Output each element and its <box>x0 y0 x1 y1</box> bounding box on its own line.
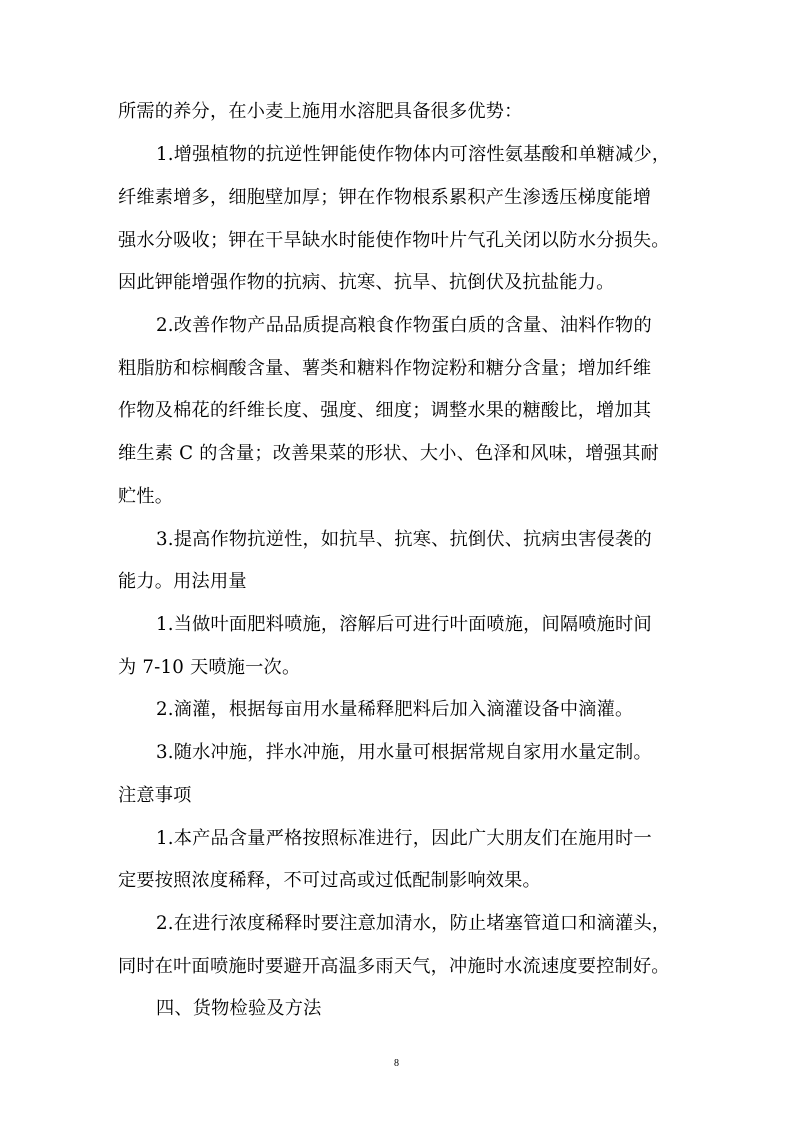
text-line-12: 能力。用法用量 <box>118 571 247 592</box>
text-line-11: 3.提高作物抗逆性，如抗旱、抗寒、抗倒伏、抗病虫害侵袭的 <box>156 529 652 550</box>
text-line-19: 定要按照浓度稀释，不可过高或过低配制影响效果。 <box>118 870 541 891</box>
text-line-18: 1.本产品含量严格按照标准进行，因此广大朋友们在施用时一 <box>156 828 652 849</box>
text-line-6: 2.改善作物产品品质提高粮食作物蛋白质的含量、油料作物的 <box>156 315 652 336</box>
page-number: 8 <box>394 1058 399 1069</box>
text-line-7: 粗脂肪和棕榈酸含量、薯类和糖料作物淀粉和糖分含量；增加纤维 <box>118 358 652 379</box>
text-line-16: 3.随水冲施，拌水冲施，用水量可根据常规自家用水量定制。 <box>156 742 652 763</box>
text-line-3: 纤维素增多，细胞壁加厚；钾在作物根系累积产生渗透压梯度能增 <box>118 187 652 208</box>
text-line-13: 1.当做叶面肥料喷施，溶解后可进行叶面喷施，间隔喷施时间 <box>156 614 652 635</box>
text-line-20: 2.在进行浓度稀释时要注意加清水，防止堵塞管道口和滴灌头， <box>156 913 671 934</box>
text-line-2: 1.增强植物的抗逆性钾能使作物体内可溶性氨基酸和单糖减少， <box>156 144 671 165</box>
section-heading-notes: 注意事项 <box>118 785 192 806</box>
text-line-4: 强水分吸收；钾在干旱缺水时能使作物叶片气孔关闭以防水分损失。 <box>118 230 670 251</box>
text-line-5: 因此钾能增强作物的抗病、抗寒、抗旱、抗倒伏及抗盐能力。 <box>118 272 615 293</box>
text-line-14: 为 7-10 天喷施一次。 <box>118 657 301 678</box>
section-heading-inspection: 四、货物检验及方法 <box>156 998 322 1019</box>
text-line-10: 贮性。 <box>118 486 174 507</box>
text-line-9: 维生素 C 的含量；改善果菜的形状、大小、色泽和风味，增强其耐 <box>118 443 659 464</box>
text-line-21: 同时在叶面喷施时要避开高温多雨天气，冲施时水流速度要控制好。 <box>118 956 670 977</box>
text-line-15: 2.滴灌，根据每亩用水量稀释肥料后加入滴灌设备中滴灌。 <box>156 699 634 720</box>
text-line-1: 所需的养分，在小麦上施用水溶肥具备很多优势： <box>118 101 523 122</box>
text-line-8: 作物及棉花的纤维长度、强度、细度；调整水果的糖酸比，增加其 <box>118 400 652 421</box>
